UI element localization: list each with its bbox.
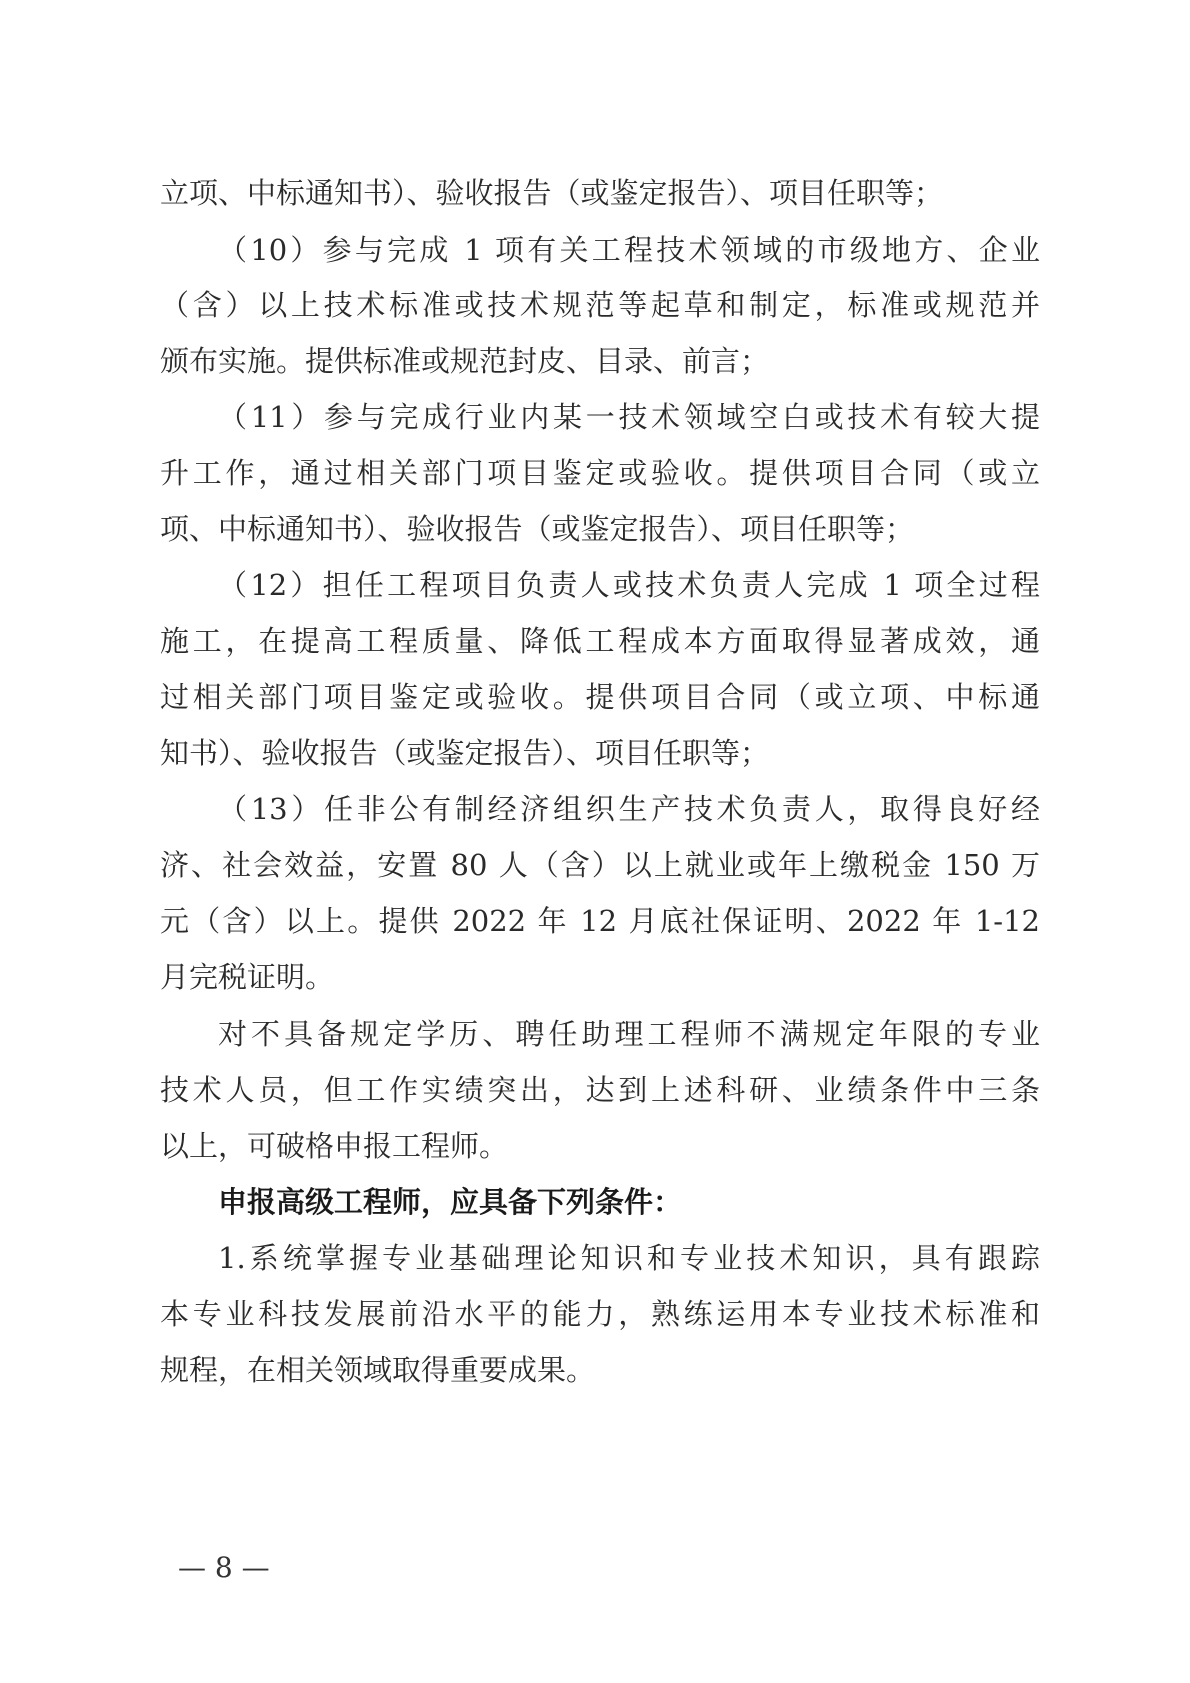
text-line: 元（含）以上。提供 2022 年 12 月底社保证明、2022 年 1-12 (160, 904, 1040, 938)
text-line: 立项、中标通知书）、验收报告（或鉴定报告）、项目任职等； (160, 176, 944, 210)
text-line: 项、中标通知书）、验收报告（或鉴定报告）、项目任职等； (160, 512, 915, 546)
text-line: 升工作，通过相关部门项目鉴定或验收。提供项目合同（或立 (160, 456, 1040, 490)
text-line: （12）担任工程项目负责人或技术负责人完成 1 项全过程 (218, 568, 1040, 602)
text-line: 月完税证明。 (160, 960, 335, 994)
text-line: （11）参与完成行业内某一技术领域空白或技术有较大提 (218, 400, 1040, 434)
page-number: — 8 — (178, 1551, 270, 1584)
text-line: 过相关部门项目鉴定或验收。提供项目合同（或立项、中标通 (160, 680, 1040, 714)
text-line: 知书）、验收报告（或鉴定报告）、项目任职等； (160, 736, 770, 770)
text-line: 施工，在提高工程质量、降低工程成本方面取得显著成效，通 (160, 624, 1040, 658)
text-line: （10）参与完成 1 项有关工程技术领域的市级地方、企业 (218, 233, 1040, 267)
section-heading: 申报高级工程师，应具备下列条件： (218, 1185, 683, 1219)
text-line: 技术人员，但工作实绩突出，达到上述科研、业绩条件中三条 (160, 1073, 1040, 1107)
text-line: 规程，在相关领域取得重要成果。 (160, 1353, 596, 1387)
text-line: 颁布实施。提供标准或规范封皮、目录、前言； (160, 344, 770, 378)
text-line: （13）任非公有制经济组织生产技术负责人，取得良好经 (218, 792, 1040, 826)
text-line: 济、社会效益，安置 80 人（含）以上就业或年上缴税金 150 万 (160, 848, 1040, 882)
text-line: 以上，可破格申报工程师。 (160, 1129, 509, 1163)
text-line: 对不具备规定学历、聘任助理工程师不满规定年限的专业 (218, 1017, 1040, 1051)
text-line: 本专业科技发展前沿水平的能力，熟练运用本专业技术标准和 (160, 1297, 1040, 1331)
text-line: 1.系统掌握专业基础理论知识和专业技术知识，具有跟踪 (218, 1241, 1040, 1275)
text-line: （含）以上技术标准或技术规范等起草和制定，标准或规范并 (160, 288, 1040, 322)
